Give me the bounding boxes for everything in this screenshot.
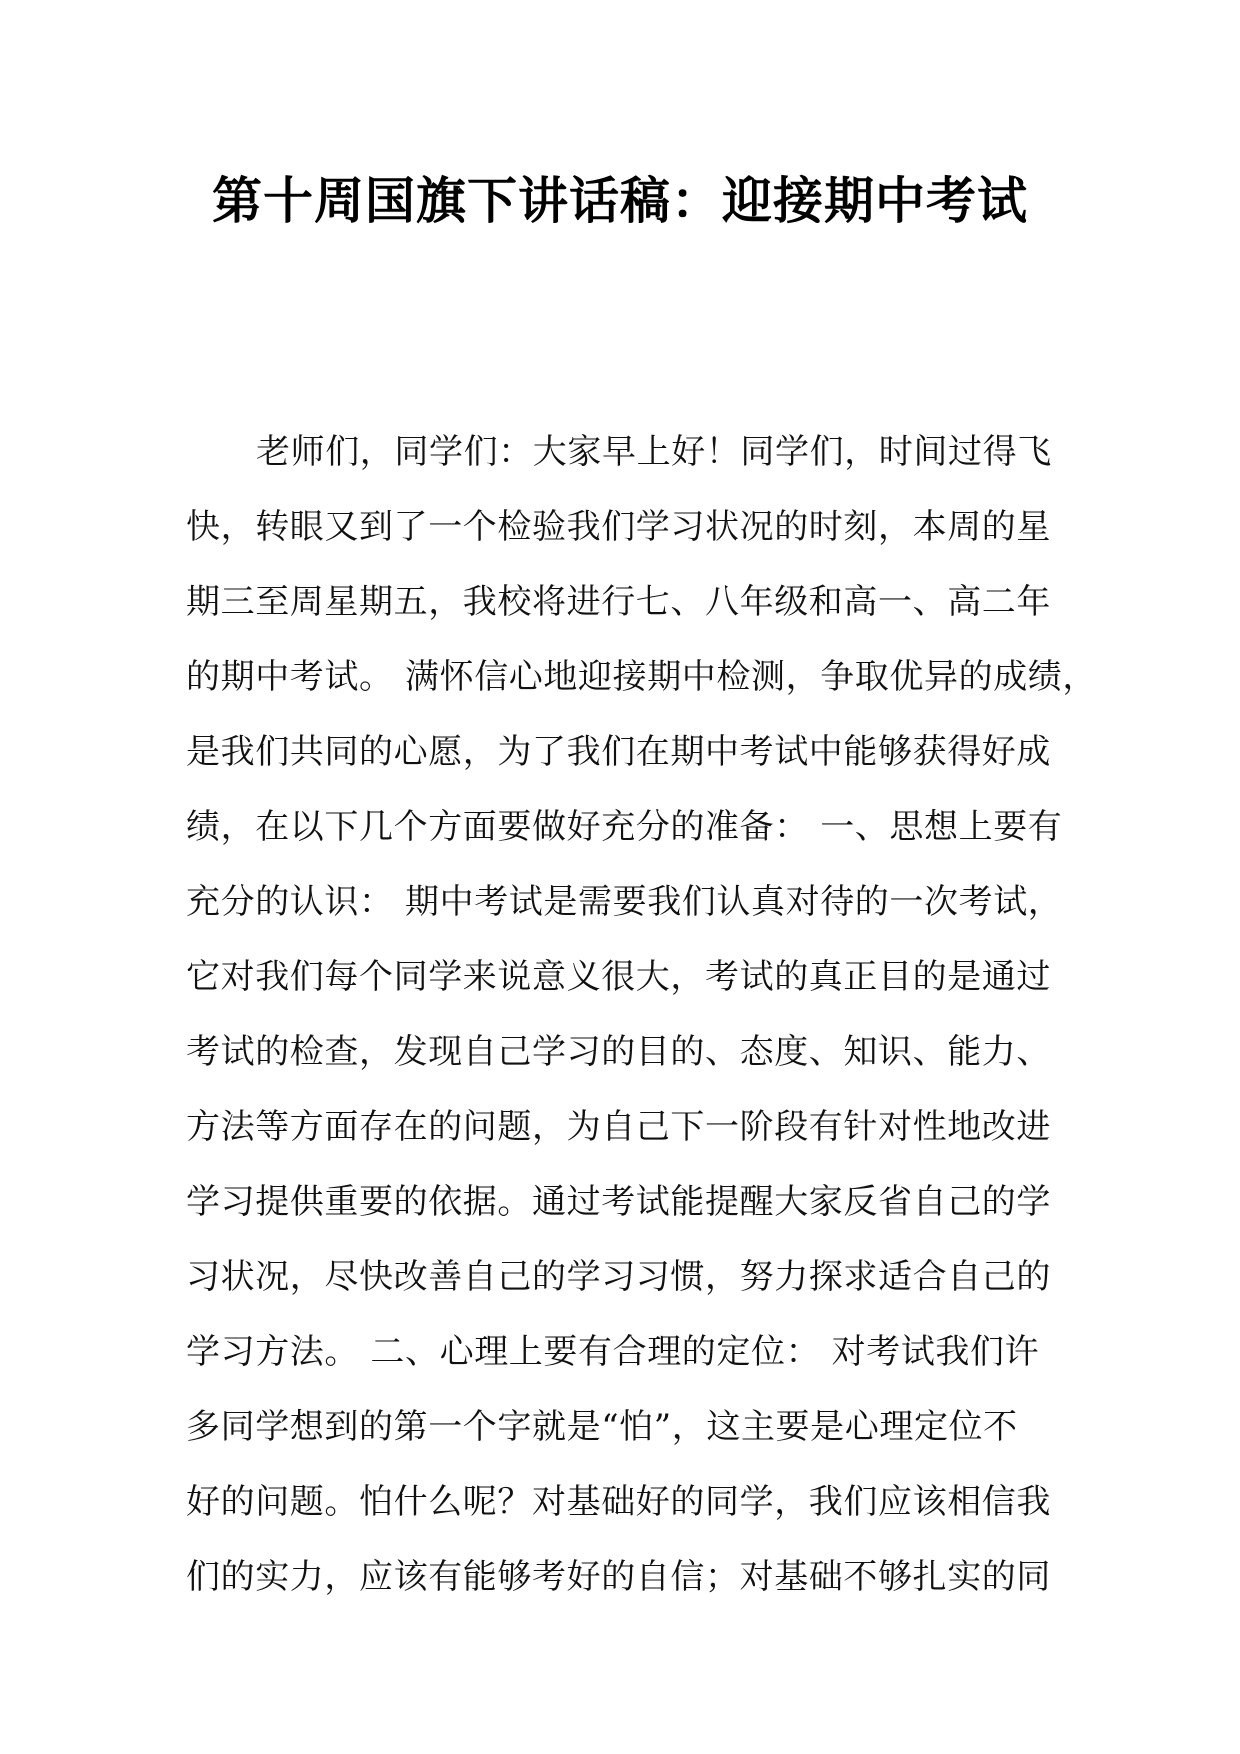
paragraph-line: 考试的检查，发现自己学习的目的、态度、知识、能力、 — [186, 1032, 1051, 1072]
paragraph-line: 多同学想到的第一个字就是“怕”，这主要是心理定位不 — [186, 1407, 1018, 1447]
paragraph-line: 们的实力，应该有能够考好的自信；对基础不够扎实的同 — [186, 1557, 1051, 1597]
document-body — [186, 415, 1098, 1615]
paragraph-line: 学习提供重要的依据。通过考试能提醒大家反省自己的学 — [186, 1182, 1051, 1222]
paragraph-line: 期三至周星期五，我校将进行七、八年级和高一、高二年 — [186, 582, 1051, 622]
paragraph-line: 充分的认识： 期中考试是需要我们认真对待的一次考试， — [186, 882, 1063, 922]
paragraph-line: 快，转眼又到了一个检验我们学习状况的时刻，本周的星 — [186, 507, 1051, 547]
paragraph-line: 它对我们每个同学来说意义很大，考试的真正目的是通过 — [186, 957, 1051, 997]
paragraph-line: 是我们共同的心愿，为了我们在期中考试中能够获得好成 — [186, 732, 1051, 772]
paragraph-line: 习状况，尽快改善自己的学习习惯，努力探求适合自己的 — [186, 1257, 1051, 1297]
paragraph-line: 的期中考试。 满怀信心地迎接期中检测，争取优异的成绩， — [186, 657, 1098, 697]
paragraph-line: 学习方法。 二、心理上要有合理的定位： 对考试我们许 — [186, 1332, 1040, 1372]
paragraph-line: 方法等方面存在的问题，为自己下一阶段有针对性地改进 — [186, 1107, 1051, 1147]
document-title: 第十周国旗下讲话稿：迎接期中考试 — [212, 171, 1028, 230]
paragraph-line: 老师们，同学们：大家早上好！同学们，时间过得飞 — [256, 432, 1052, 472]
paragraph-line: 绩，在以下几个方面要做好充分的准备： 一、思想上要有 — [186, 807, 1063, 847]
paragraph-line: 好的问题。怕什么呢？对基础好的同学，我们应该相信我 — [186, 1482, 1051, 1522]
